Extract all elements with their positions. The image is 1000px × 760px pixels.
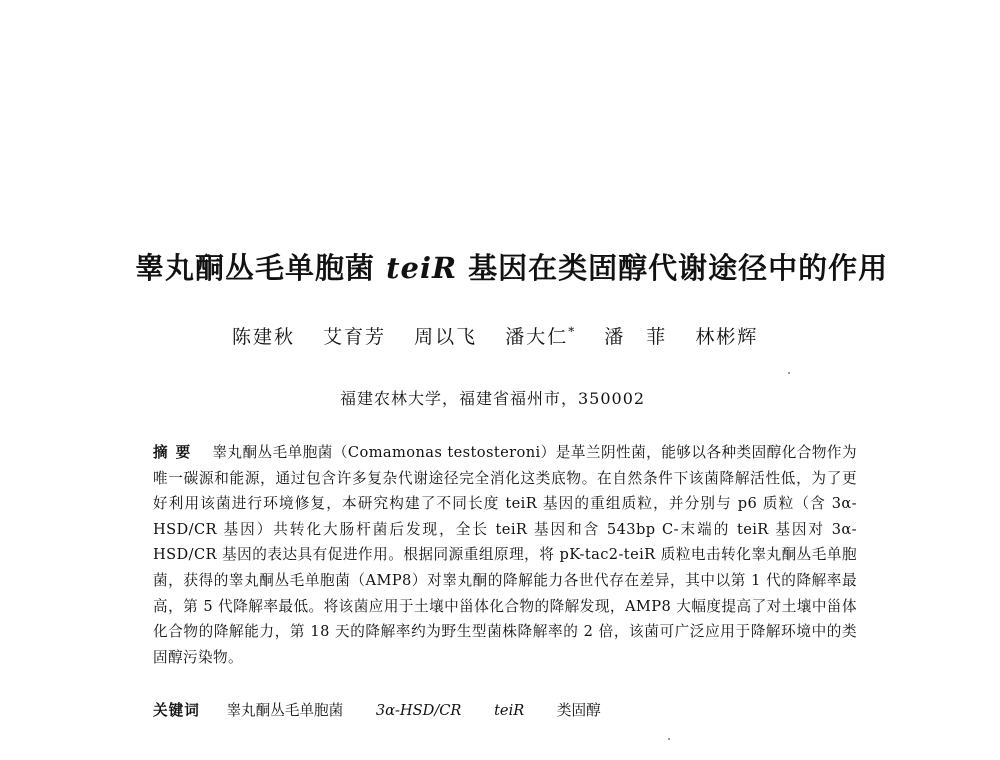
corresponding-mark: * (568, 324, 577, 339)
abstract-label: 摘要 (153, 444, 199, 461)
author-name: 潘 菲 (604, 326, 668, 348)
keywords-line (153, 699, 629, 720)
abstract-text: 睾丸酮丛毛单胞菌（Comamonas testosteroni）是革兰阴性菌，能够以各种类固醇化合物作为唯一碳源和能源，通过包含许多复杂代谢途径完全消化这类底物。在自然条件下该菌降解活性低，为了更好利用该菌进行环境修复，本研究构建了不同长度 teiR 基因的重组质粒，并分别与 p6 质粒（含 3α-HSD/CR 基因）共转化大肠杆菌后发现，全长 teiR 基因和含 543bp C-末端的 teiR 基因对 3α-HSD/CR 基因的表达具有促进作用。根据同源重组原理，将 pK-tac2-teiR 质粒电击转化睾丸酮丛毛单胞菌，获得的睾丸酮丛毛单胞菌（AMP8）对睾丸酮的降解能力各世代存在差异，其中以第 1 代的降解率最高，第 5 代降解率最低。将该菌应用于土壤中甾体化合物的降解发现，AMP8 大幅度提高了对土壤中甾体化合物的降解能力，第 18 天的降解率约为野生型菌株降解率的 2 倍，该菌可广泛应用于降解环境中的类固醇污染物。 (153, 444, 857, 666)
keyword: 3α-HSD/CR (375, 702, 462, 719)
author-name: 艾育芳 (323, 326, 387, 348)
author-name: 潘大仁 (505, 326, 569, 348)
author-list (232, 322, 780, 349)
affiliation: 福建农林大学，福建省福州市，350002 (340, 389, 646, 408)
author-name: 林彬辉 (695, 326, 759, 348)
abstract (153, 440, 857, 670)
scan-speck (668, 738, 670, 740)
title-prefix: 睾丸酮丛毛单胞菌 (135, 251, 387, 285)
title-suffix: 基因在类固醇代谢途径中的作用 (457, 251, 889, 285)
keyword: teiR (494, 702, 525, 719)
author-name: 陈建秋 (232, 326, 296, 348)
author-name: 周以飞 (414, 326, 478, 348)
keyword: 睾丸酮丛毛单胞菌 (226, 702, 344, 719)
scan-speck (788, 372, 790, 374)
keywords-label: 关键词 (153, 702, 200, 719)
paper-title (135, 246, 889, 287)
keyword: 类固醇 (556, 702, 601, 719)
author-name-corresponding (505, 326, 576, 348)
title-gene: teiR (386, 251, 458, 285)
